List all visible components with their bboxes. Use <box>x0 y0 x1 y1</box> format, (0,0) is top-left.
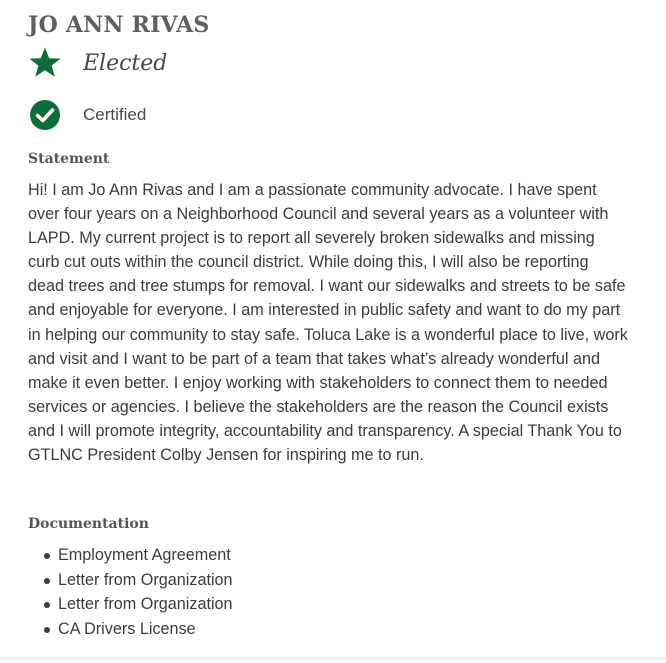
check-circle-icon <box>28 98 62 132</box>
statement-heading: Statement <box>28 151 110 167</box>
bullet-icon <box>44 602 50 608</box>
list-item <box>28 568 233 593</box>
certified-status <box>28 98 146 132</box>
list-item <box>28 543 233 568</box>
statement-text: Hi! I am Jo Ann Rivas and I am a passionate community advocate. I have spent over four years on a Neighborhood Council and several years as a volunteer with LAPD. My current project is to report all severely broken sidewalks and missing curb cut outs within the council district. While doing this, I will also be reporting dead trees and tree stumps for removal. I want our sidewalks and streets to be safe and enjoyable for everyone. I am interested in public safety and want to do my part in helping our community to stay safe. Toluca Lake is a wonderful place to live, work and visit and I want to be part of a team that takes what’s already wonderful and make it even better. I enjoy working with stakeholders to connect them to needed services or agencies. I believe the stakeholders are the reason the Council exists and I will promote integrity, accountability and transparency. A special Thank You to GTLNC President Colby Jensen for inspiring me to run. <box>28 181 628 465</box>
list-item <box>28 592 233 617</box>
elected-status <box>28 46 167 80</box>
bullet-icon <box>44 553 50 559</box>
star-icon <box>28 46 62 80</box>
documentation-heading: Documentation <box>28 516 149 532</box>
bullet-icon <box>44 627 50 633</box>
bullet-icon <box>44 578 50 584</box>
certified-label: Certified <box>83 105 147 124</box>
list-item <box>28 617 233 642</box>
document-label: Letter from Organization <box>58 570 233 589</box>
document-label: CA Drivers License <box>58 619 196 638</box>
candidate-name: JO ANN RIVAS <box>28 12 210 38</box>
elected-label: Elected <box>83 50 168 76</box>
document-label: Letter from Organization <box>58 595 233 613</box>
documentation-list <box>28 543 233 641</box>
document-label: Employment Agreement <box>58 546 231 564</box>
